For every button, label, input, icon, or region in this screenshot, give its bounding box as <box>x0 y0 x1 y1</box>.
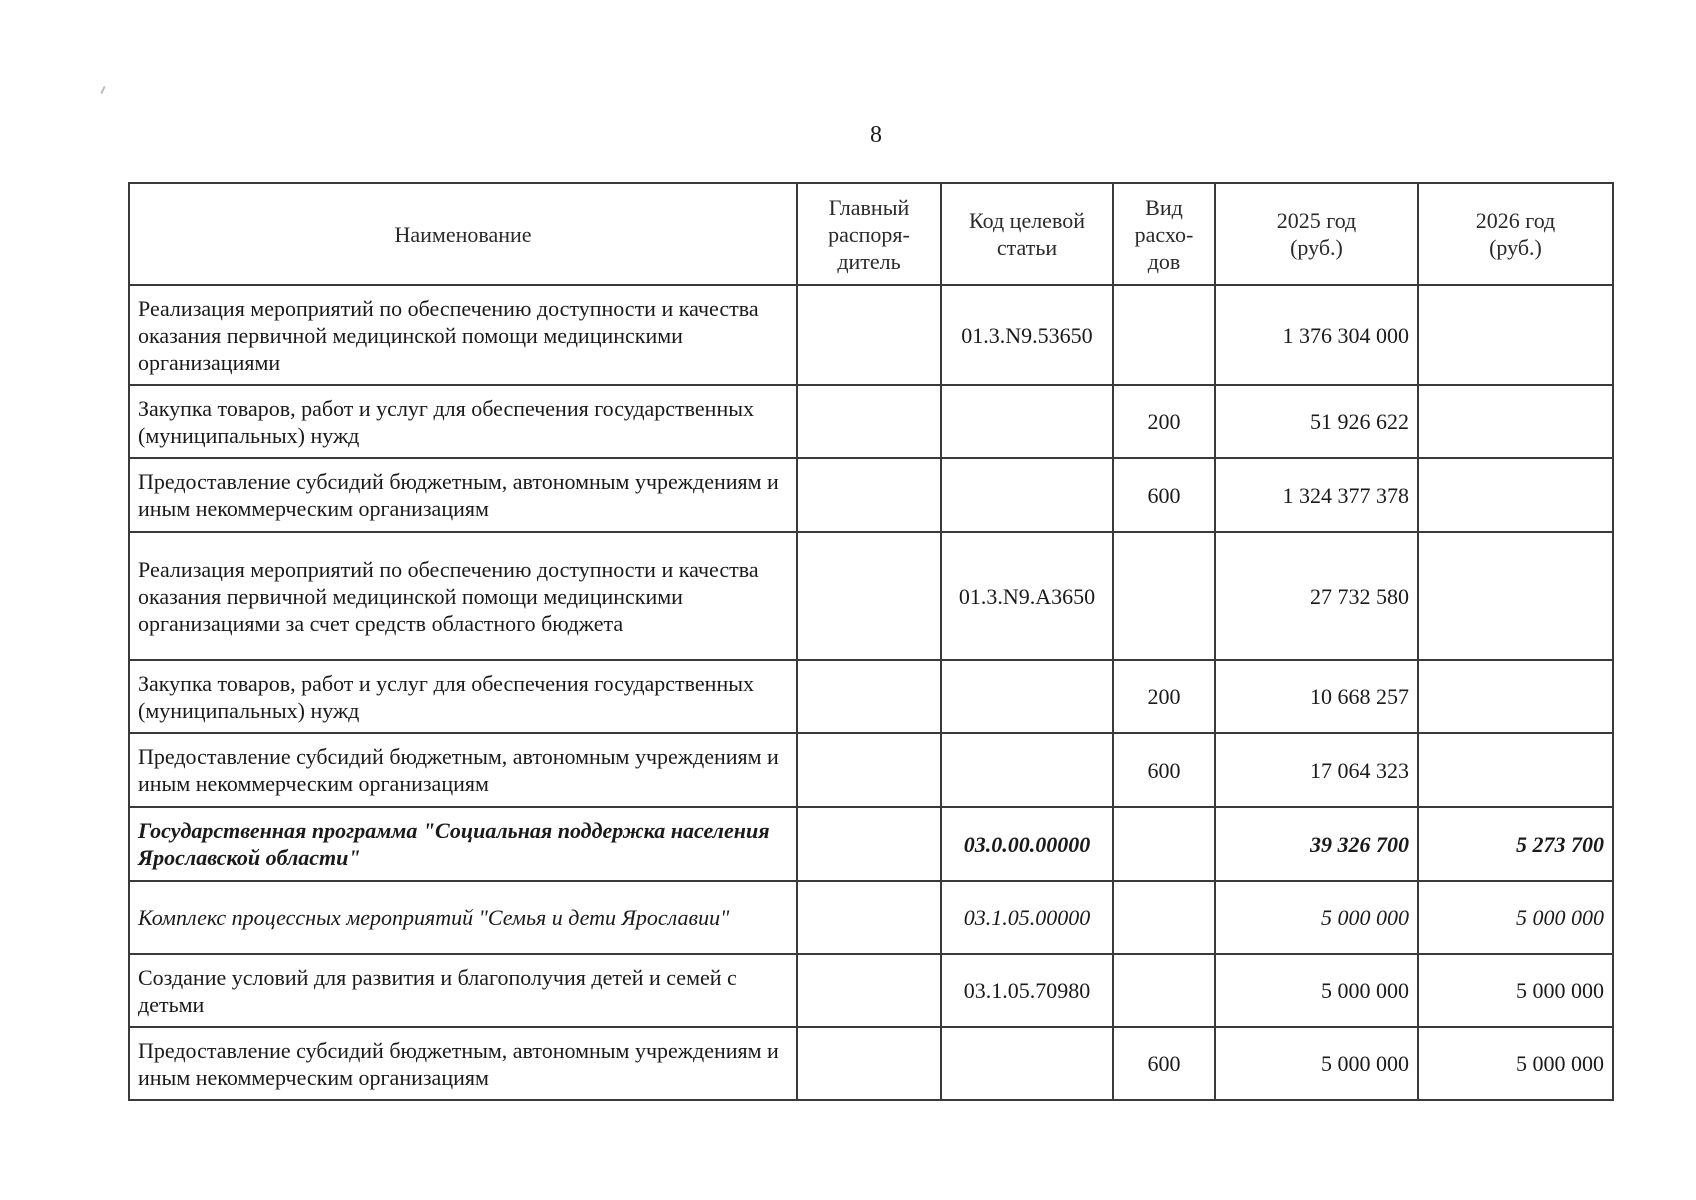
row-code: 03.0.00.00000 <box>941 807 1113 881</box>
row-type: 600 <box>1113 1027 1215 1100</box>
row-type <box>1113 532 1215 660</box>
row-code <box>941 385 1113 458</box>
header-2025-line: 2025 год <box>1276 208 1357 233</box>
row-2026: 5 000 000 <box>1418 954 1613 1027</box>
header-code-line: статьи <box>996 235 1058 260</box>
header-2026-line: (руб.) <box>1489 235 1542 260</box>
row-manager <box>797 807 941 881</box>
header-code-line: Код целевой <box>969 208 1085 233</box>
row-2025: 51 926 622 <box>1215 385 1418 458</box>
row-2026: 5 273 700 <box>1418 807 1613 881</box>
table-row-complex <box>129 881 1613 954</box>
header-2026-line: 2026 год <box>1475 208 1556 233</box>
table-row <box>129 458 1613 532</box>
row-type: 200 <box>1113 660 1215 733</box>
page-number: 8 <box>870 122 882 148</box>
row-manager <box>797 458 941 532</box>
row-name: Предоставление субсидий бюджетным, автономным учреждениям и иным некоммерческим организациям <box>129 733 797 807</box>
row-manager <box>797 532 941 660</box>
row-manager <box>797 733 941 807</box>
table-row <box>129 954 1613 1027</box>
row-name: Закупка товаров, работ и услуг для обеспечения государственных (муниципальных) нужд <box>129 385 797 458</box>
header-manager-line: Главный <box>828 194 910 220</box>
scan-speck <box>100 86 105 94</box>
row-name: Предоставление субсидий бюджетным, автономным учреждениям и иным некоммерческим организациям <box>129 1027 797 1100</box>
row-manager <box>797 881 941 954</box>
row-type <box>1113 954 1215 1027</box>
header-type-line: дов <box>1147 248 1181 274</box>
header-manager <box>797 183 941 285</box>
row-2026 <box>1418 660 1613 733</box>
header-2025 <box>1215 183 1418 285</box>
table-row <box>129 385 1613 458</box>
header-type <box>1113 183 1215 285</box>
row-name: Предоставление субсидий бюджетным, автономным учреждениям и иным некоммерческим организациям <box>129 458 797 532</box>
table-row <box>129 660 1613 733</box>
row-type <box>1113 285 1215 385</box>
header-name-text: Наименование <box>394 221 532 247</box>
header-2026 <box>1418 183 1613 285</box>
row-code: 01.3.N9.A3650 <box>941 532 1113 660</box>
table-row <box>129 1027 1613 1100</box>
row-2026: 5 000 000 <box>1418 1027 1613 1100</box>
row-2025: 39 326 700 <box>1215 807 1418 881</box>
row-2026 <box>1418 385 1613 458</box>
header-code <box>941 183 1113 285</box>
row-manager <box>797 385 941 458</box>
row-name: Реализация мероприятий по обеспечению доступности и качества оказания первичной медицинской помощи медицинскими организациями за счет средств областного бюджета <box>129 532 797 660</box>
row-code <box>941 458 1113 532</box>
row-manager <box>797 660 941 733</box>
row-2025: 1 324 377 378 <box>1215 458 1418 532</box>
row-manager <box>797 285 941 385</box>
table-row <box>129 532 1613 660</box>
row-code <box>941 660 1113 733</box>
row-code <box>941 733 1113 807</box>
row-2025: 5 000 000 <box>1215 1027 1418 1100</box>
header-manager-line: дитель <box>837 248 901 274</box>
row-2026: 5 000 000 <box>1418 881 1613 954</box>
row-name: Государственная программа "Социальная поддержка населения Ярославской области" <box>129 807 797 881</box>
row-code: 01.3.N9.53650 <box>941 285 1113 385</box>
row-code: 03.1.05.70980 <box>941 954 1113 1027</box>
row-manager <box>797 1027 941 1100</box>
row-name: Создание условий для развития и благополучия детей и семей с детьми <box>129 954 797 1027</box>
table-header-row <box>129 183 1613 285</box>
row-type <box>1113 881 1215 954</box>
row-code <box>941 1027 1113 1100</box>
row-2026 <box>1418 733 1613 807</box>
row-code: 03.1.05.00000 <box>941 881 1113 954</box>
row-type <box>1113 807 1215 881</box>
table-row-program <box>129 807 1613 881</box>
table-row <box>129 733 1613 807</box>
header-name <box>129 183 797 285</box>
row-type: 200 <box>1113 385 1215 458</box>
row-2025: 1 376 304 000 <box>1215 285 1418 385</box>
row-manager <box>797 954 941 1027</box>
row-2025: 17 064 323 <box>1215 733 1418 807</box>
row-2025: 27 732 580 <box>1215 532 1418 660</box>
row-2026 <box>1418 532 1613 660</box>
row-2025: 5 000 000 <box>1215 954 1418 1027</box>
row-name: Реализация мероприятий по обеспечению доступности и качества оказания первичной медицинской помощи медицинскими организациями <box>129 285 797 385</box>
row-2025: 5 000 000 <box>1215 881 1418 954</box>
header-type-line: расхо- <box>1134 221 1194 247</box>
budget-table <box>128 182 1614 1101</box>
table-row <box>129 285 1613 385</box>
row-type: 600 <box>1113 458 1215 532</box>
header-manager-line: распоря- <box>828 221 910 247</box>
header-2025-line: (руб.) <box>1290 235 1343 260</box>
row-type: 600 <box>1113 733 1215 807</box>
row-2025: 10 668 257 <box>1215 660 1418 733</box>
header-type-line: Вид <box>1145 194 1183 220</box>
row-name: Комплекс процессных мероприятий "Семья и дети Ярославии" <box>129 881 797 954</box>
row-2026 <box>1418 285 1613 385</box>
row-2026 <box>1418 458 1613 532</box>
row-name: Закупка товаров, работ и услуг для обеспечения государственных (муниципальных) нужд <box>129 660 797 733</box>
